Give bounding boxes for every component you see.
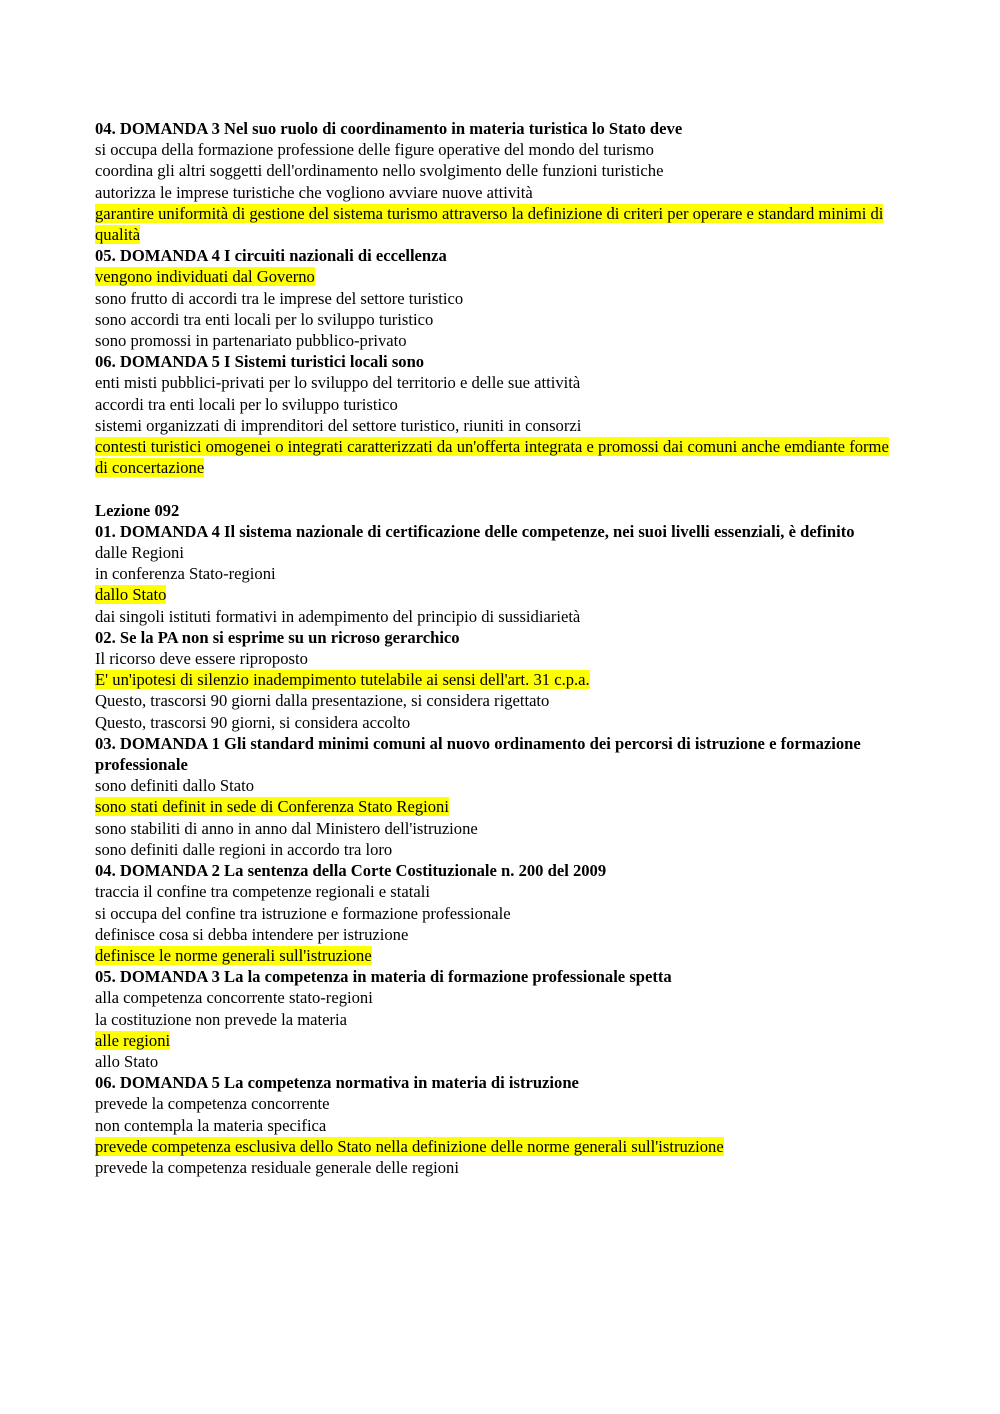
answer-option: sistemi organizzati di imprenditori del settore turistico, riuniti in consorzi bbox=[95, 415, 582, 435]
highlighted-answer-text: contesti turistici omogenei o integrati caratterizzati da un'offerta integrata e promossi dai comuni anche emdiante forme di concertazione bbox=[95, 437, 889, 478]
answer-option: sono accordi tra enti locali per lo sviluppo turistico bbox=[95, 309, 434, 329]
answer-option: dai singoli istituti formativi in adempimento del principio di sussidiarietà bbox=[95, 606, 581, 626]
answer-option: traccia il confine tra competenze regionali e statali bbox=[95, 882, 430, 902]
answer-option-correct bbox=[95, 584, 905, 605]
answer-option: dalle Regioni bbox=[95, 543, 184, 563]
answer-option: la costituzione non prevede la materia bbox=[95, 1009, 348, 1029]
answer-option: in conferenza Stato-regioni bbox=[95, 564, 276, 584]
answer-option-correct bbox=[95, 945, 905, 966]
answer-option-correct bbox=[95, 1136, 905, 1157]
question-text: 03. DOMANDA 1 Gli standard minimi comuni al nuovo ordinamento dei percorsi di istruzione e formazione professionale bbox=[95, 733, 861, 775]
question-text: 01. DOMANDA 4 Il sistema nazionale di certificazione delle competenze, nei suoi livelli essenziali, è definito bbox=[95, 521, 855, 541]
answer-option: si occupa della formazione professione delle figure operative del mondo del turismo bbox=[95, 140, 654, 160]
answer-option-correct bbox=[95, 203, 905, 245]
highlighted-answer-text: alle regioni bbox=[95, 1030, 171, 1050]
highlighted-answer-text: garantire uniformità di gestione del sistema turismo attraverso la definizione di criteri per operare e standard minimi di qualità bbox=[95, 203, 884, 245]
lesson-heading: Lezione 092 bbox=[95, 500, 180, 520]
answer-option: sono promossi in partenariato pubblico-privato bbox=[95, 331, 407, 351]
answer-option-correct bbox=[95, 266, 905, 287]
question-text: 02. Se la PA non si esprime su un ricroso gerarchico bbox=[95, 627, 460, 647]
answer-option-correct bbox=[95, 669, 905, 690]
answer-option: prevede la competenza concorrente bbox=[95, 1094, 330, 1114]
highlighted-answer-text: definisce le norme generali sull'istruzione bbox=[95, 945, 372, 965]
highlighted-answer-text: vengono individuati dal Governo bbox=[95, 267, 315, 287]
answer-option: accordi tra enti locali per lo sviluppo turistico bbox=[95, 394, 398, 414]
answer-option: autorizza le imprese turistiche che vogliono avviare nuove attività bbox=[95, 182, 533, 202]
answer-option-correct bbox=[95, 796, 905, 817]
highlighted-answer-text: prevede competenza esclusiva dello Stato nella definizione delle norme generali sull'istruzione bbox=[95, 1136, 724, 1156]
answer-option: sono stabiliti di anno in anno dal Ministero dell'istruzione bbox=[95, 818, 478, 838]
highlighted-answer-text: sono stati definit in sede di Conferenza Stato Regioni bbox=[95, 797, 449, 817]
answer-option: definisce cosa si debba intendere per istruzione bbox=[95, 924, 409, 944]
answer-option: prevede la competenza residuale generale delle regioni bbox=[95, 1157, 459, 1177]
answer-option: allo Stato bbox=[95, 1051, 159, 1071]
answer-option: enti misti pubblici-privati per lo sviluppo del territorio e delle sue attività bbox=[95, 373, 581, 393]
answer-option: sono definiti dallo Stato bbox=[95, 776, 255, 796]
answer-option: sono frutto di accordi tra le imprese del settore turistico bbox=[95, 288, 464, 308]
question-text: 04. DOMANDA 3 Nel suo ruolo di coordinamento in materia turistica lo Stato deve bbox=[95, 119, 683, 138]
answer-option: si occupa del confine tra istruzione e formazione professionale bbox=[95, 903, 511, 923]
question-text: 05. DOMANDA 4 I circuiti nazionali di eccellenza bbox=[95, 246, 447, 266]
question-text: 06. DOMANDA 5 I Sistemi turistici locali sono bbox=[95, 352, 425, 372]
blank-line bbox=[95, 478, 905, 499]
answer-option: sono definiti dalle regioni in accordo tra loro bbox=[95, 839, 393, 859]
question-text: 06. DOMANDA 5 La competenza normativa in materia di istruzione bbox=[95, 1073, 579, 1093]
highlighted-answer-text: E' un'ipotesi di silenzio inadempimento tutelabile ai sensi dell'art. 31 c.p.a. bbox=[95, 670, 590, 690]
answer-option: Questo, trascorsi 90 giorni, si considera accolto bbox=[95, 712, 411, 732]
answer-option: alla competenza concorrente stato-regioni bbox=[95, 988, 373, 1008]
document-page bbox=[95, 118, 905, 1178]
answer-option: Questo, trascorsi 90 giorni dalla presentazione, si considera rigettato bbox=[95, 691, 550, 711]
answer-option: non contempla la materia specifica bbox=[95, 1115, 327, 1135]
answer-option-correct bbox=[95, 436, 905, 478]
answer-option: Il ricorso deve essere riproposto bbox=[95, 649, 308, 669]
answer-option-correct bbox=[95, 1030, 905, 1051]
highlighted-answer-text: dallo Stato bbox=[95, 585, 167, 605]
question-text: 04. DOMANDA 2 La sentenza della Corte Costituzionale n. 200 del 2009 bbox=[95, 861, 607, 881]
question-text: 05. DOMANDA 3 La la competenza in materia di formazione professionale spetta bbox=[95, 967, 672, 987]
answer-option: coordina gli altri soggetti dell'ordinamento nello svolgimento delle funzioni turistiche bbox=[95, 161, 664, 181]
